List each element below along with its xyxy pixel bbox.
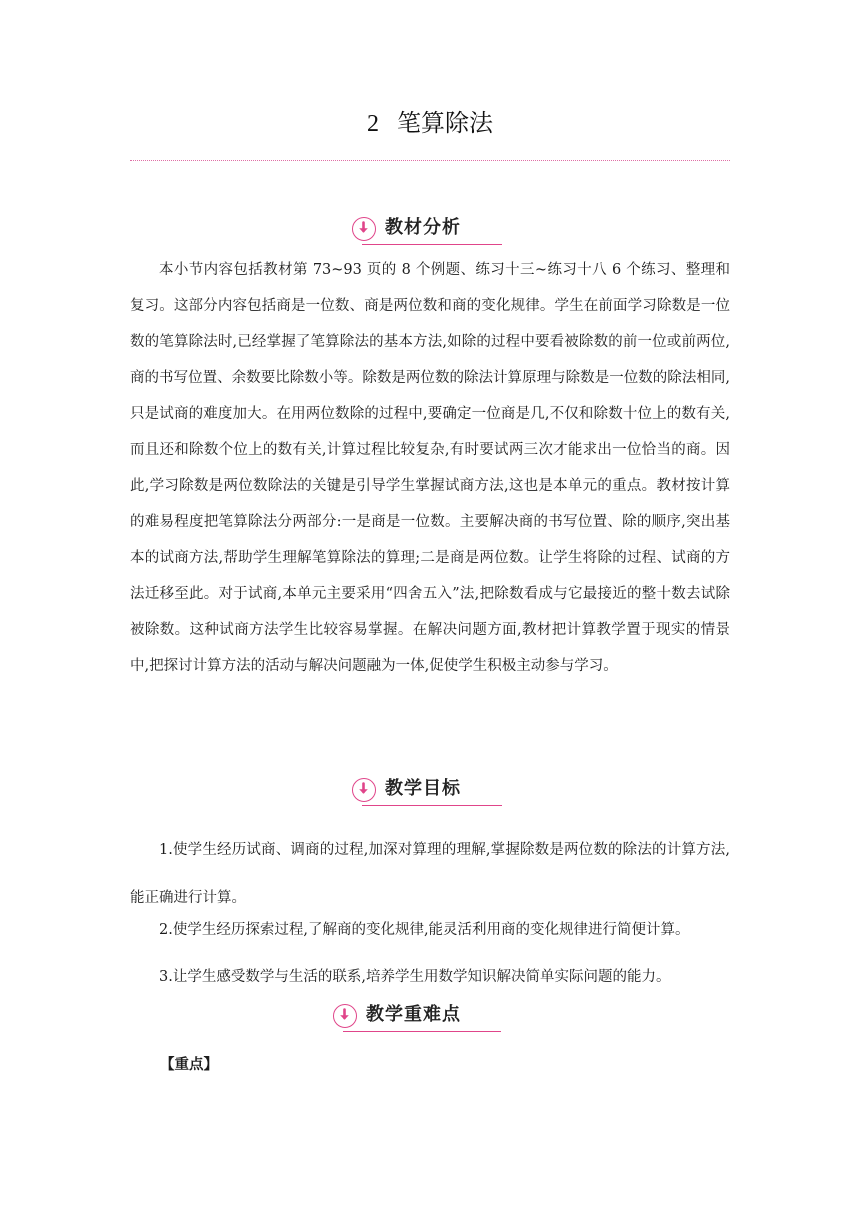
title-number: 2 bbox=[367, 111, 379, 137]
objective-item: 3.让学生感受数学与生活的联系,培养学生用数学知识解决简单实际问题的能力。 bbox=[159, 969, 671, 985]
down-arrow-circle-icon bbox=[352, 217, 376, 241]
analysis-paragraph: 本小节内容包括教材第 73~93 页的 8 个例题、练习十三~练习十八 6 个练习、整理和复习。这部分内容包括商是一位数、商是两位数和商的变化规律。学生在前面学习除数是一位数的笔算除法时,已经掌握了笔算除法的基本方法,如除的过程中要看被除数的前一位或前两位,商的书写位置、余数要比除数小等。除数是两位数的除法计算原理与除数是一位数的除法相同,只是试商的难度加大。在用两位数除的过程中,要确定一位商是几,不仅和除数十位上的数有关,而且还和除数个位上的数有关,计算过程比较复杂,有时要试两三次才能求出一位恰当的商。因此,学习除数是两位数除法的关键是引导学生掌握试商方法,这也是本单元的重点。教材按计算的难易程度把笔算除法分两部分:一是商是一位数。主要解决商的书写位置、除的顺序,突出基本的试商方法,帮助学生理解笔算除法的算理;二是商是两位数。让学生将除的过程、试商的方法迁移至此。对于试商,本单元主要采用“四舍五入”法,把除数看成与它最接近的整十数去试除被除数。这种试商方法学生比较容易掌握。在解决问题方面,教材把计算教学置于现实的情景中,把探讨计算方法的活动与解决问题融为一体,促使学生积极主动参与学习。 bbox=[130, 262, 730, 674]
section-underline bbox=[362, 244, 502, 245]
objective-item: 2.使学生经历探索过程,了解商的变化规律,能灵活利用商的变化规律进行简便计算。 bbox=[159, 922, 690, 938]
section-heading-analysis bbox=[352, 216, 512, 246]
down-arrow-circle-icon bbox=[333, 1004, 357, 1028]
objective-item: 1.使学生经历试商、调商的过程,加深对算理的理解,掌握除数是两位数的除法的计算方法,能正确进行计算。 bbox=[130, 842, 730, 906]
section-heading-objectives bbox=[352, 777, 512, 807]
section-heading-key-points bbox=[333, 1003, 513, 1033]
section-underline bbox=[343, 1031, 501, 1032]
down-arrow-circle-icon bbox=[352, 778, 376, 802]
section-heading-label: 教学目标 bbox=[385, 778, 461, 799]
page-title bbox=[0, 106, 860, 141]
title-divider bbox=[130, 160, 730, 161]
title-text: 笔算除法 bbox=[397, 109, 493, 137]
key-points-label: 【重点】 bbox=[160, 1057, 218, 1073]
section-heading-label: 教学重难点 bbox=[366, 1004, 461, 1025]
section-underline bbox=[362, 805, 502, 806]
section-heading-label: 教材分析 bbox=[385, 217, 461, 238]
